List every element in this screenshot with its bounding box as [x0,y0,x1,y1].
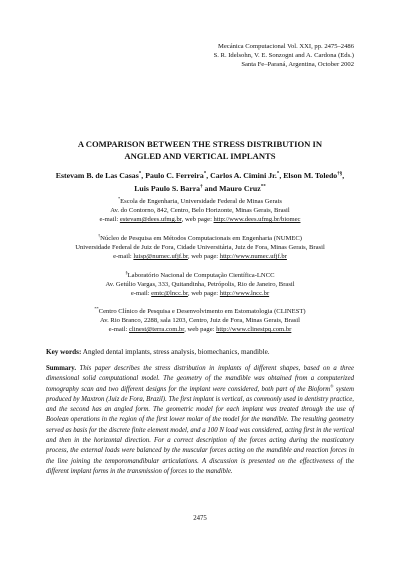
affiliation-address: Av. do Contorno, 842, Centro, Belo Horizonte, Minas Gerais, Brasil [110,207,290,215]
journal-header [214,42,354,70]
affiliation-address: Universidade Federal de Juiz de Fora, Cidade Universitária, Juiz de Fora, Minas Gerais, Brasil [75,244,325,252]
keywords-label: Key words: [46,348,82,356]
author-name: Luis Paulo S. Barra [134,183,201,193]
author-name: Paulo C. Ferreira [145,171,204,180]
affiliation-2: †Núcleo de Pesquisa em Métodos Computacionais em Engenharia (NUMEC) Universidade Federal de Juiz de Fora, Cidade Universitária, Juiz de Fora, Minas Gerais, Brasil e-mail: luisp@numec.ufjf.br, web page: http://www.numec.ufjf.br [0,234,400,261]
affiliation-institution: Escola de Engenharia, Universidade Federal de Minas Gerais [120,198,282,205]
author-line-1: Estevam B. de Las Casas*, Paulo C. Ferreira*, Carlos A. Cimini Jr.*, Elson M. Toledo†§, [55,170,345,180]
paper-title [0,139,400,162]
title-line-1: A COMPARISON BETWEEN THE STRESS DISTRIBUTION IN [77,139,323,149]
author-mark: * [203,170,207,177]
trademark-mark: ® [330,383,334,389]
affiliation-4: **Centro Clínico de Pesquisa e Desenvolvimento em Estomatologia (CLINEST) Av. Rio Branco, 2288, sala 1203, Centro, Juiz de Fora, Minas Gerais, Brasil e-mail: clinest@terra.com.br, web page: http://www.clinestpq.com.br [0,307,400,334]
web-link[interactable]: http://www.numec.ufjf.br [219,253,287,261]
affiliation-address: Av. Getúlio Vargas, 333, Quitandinha, Petrópolis, Rio de Janeiro, Brasil [105,281,295,289]
author-mark: † [200,182,203,189]
affiliation-mark: § [125,269,128,275]
affiliation-mark: ** [94,305,99,311]
author-name: Estevam B. de Las Casas [55,171,139,180]
affiliation-mark: * [118,195,121,201]
email-link[interactable]: clinest@terra.com.br [129,326,185,334]
web-link[interactable]: http://www.dees.ufmg.br/biomec [213,216,301,224]
affiliation-institution: Laboratório Nacional de Computação Científica-LNCC [127,272,275,279]
web-link[interactable]: http://www.lncc.br [219,290,270,298]
author-name: Mauro Cruz [219,183,261,193]
keywords-text: Angled dental implants, stress analysis, biomechanics, mandible. [82,348,270,356]
author-line-2: Luis Paulo S. Barra† and Mauro Cruz** [134,182,266,193]
title-line-2: ANGLED AND VERTICAL IMPLANTS [124,150,276,161]
author-name: Carlos A. Cimini Jr. [210,171,277,180]
page-number: 2475 [193,515,207,522]
email-link[interactable]: emtc@lncc.br [151,290,188,298]
affiliation-3: §Laboratório Nacional de Computação Científica-LNCC Av. Getúlio Vargas, 333, Quitandinha, Petrópolis, Rio de Janeiro, Brasil e-mail: emtc@lncc.br, web page: http://www.lncc.br [0,271,400,298]
email-link[interactable]: estevam@dees.ufmg.br [119,216,182,224]
summary-text: This paper describes the stress distribution in implants of different shapes, based on a three dimensional solid computational model. The geometry of the mandible was obtained from a computerized tomography scan and two different designs for the implant were considered, both part of the Bioform [46,365,354,393]
email-link[interactable]: luisp@numec.ufjf.br [133,253,188,261]
author-list [0,170,400,195]
keywords [46,347,354,357]
journal-line-1: Mecánica Computacional Vol. XXI, pp. 2475–2486 [217,43,354,50]
author-name: Elson M. Toledo [283,171,338,180]
web-link[interactable]: http://www.clinestpq.com.br [216,326,292,334]
author-mark: †§ [337,170,343,177]
affiliation-mark: † [98,232,101,238]
journal-line-3: Santa Fe–Paraná, Argentina, October 2002 [241,61,354,69]
author-mark: * [276,170,280,177]
affiliation-1: *Escola de Engenharia, Universidade Federal de Minas Gerais Av. do Contorno, 842, Centro, Belo Horizonte, Minas Gerais, Brasil e-mail: estevam@dees.ufmg.br, web page: http://www.dees.ufmg.br/biomec [0,197,400,224]
affiliation-institution: Centro Clínico de Pesquisa e Desenvolvimento em Estomatologia (CLINEST) [98,308,306,315]
affiliation-institution: Núcleo de Pesquisa em Métodos Computacionais em Engenharia (NUMEC) [100,235,302,242]
author-mark: * [138,170,142,177]
affiliation-address: Av. Rio Branco, 2288, sala 1203, Centro, Juiz de Fora, Minas Gerais, Brasil [100,317,300,325]
summary-abstract [46,364,354,477]
summary-label: Summary. [46,365,77,372]
author-mark: ** [260,182,266,189]
journal-line-2: S. R. Idelsohn, V. E. Sonzogni and A. Cardona (Eds.) [213,52,354,60]
summary-text-continued: system produced by Maxtron (Juiz de Fora, Brazil). The first implant is vertical, as commonly used in dentistry practice, and the second has an angled form. The geometric model for each implant was treated through the use of Boolean operations in the region of the first lower molar of the model for the mandible. The resulting geometry served as basis for the discrete finite element model, and a 100 N load was considered, acting first in the vertical and then in the horizontal direction. For a correct description of the forces acting during the masticatory process, the external loads were balanced by the muscular forces acting on the mandible and reaction forces in the line joining the temporomandibular articulations. A discussion is presented on the effectiveness of the different implant forms in the transmission of forces to the mandible. [46,385,354,475]
